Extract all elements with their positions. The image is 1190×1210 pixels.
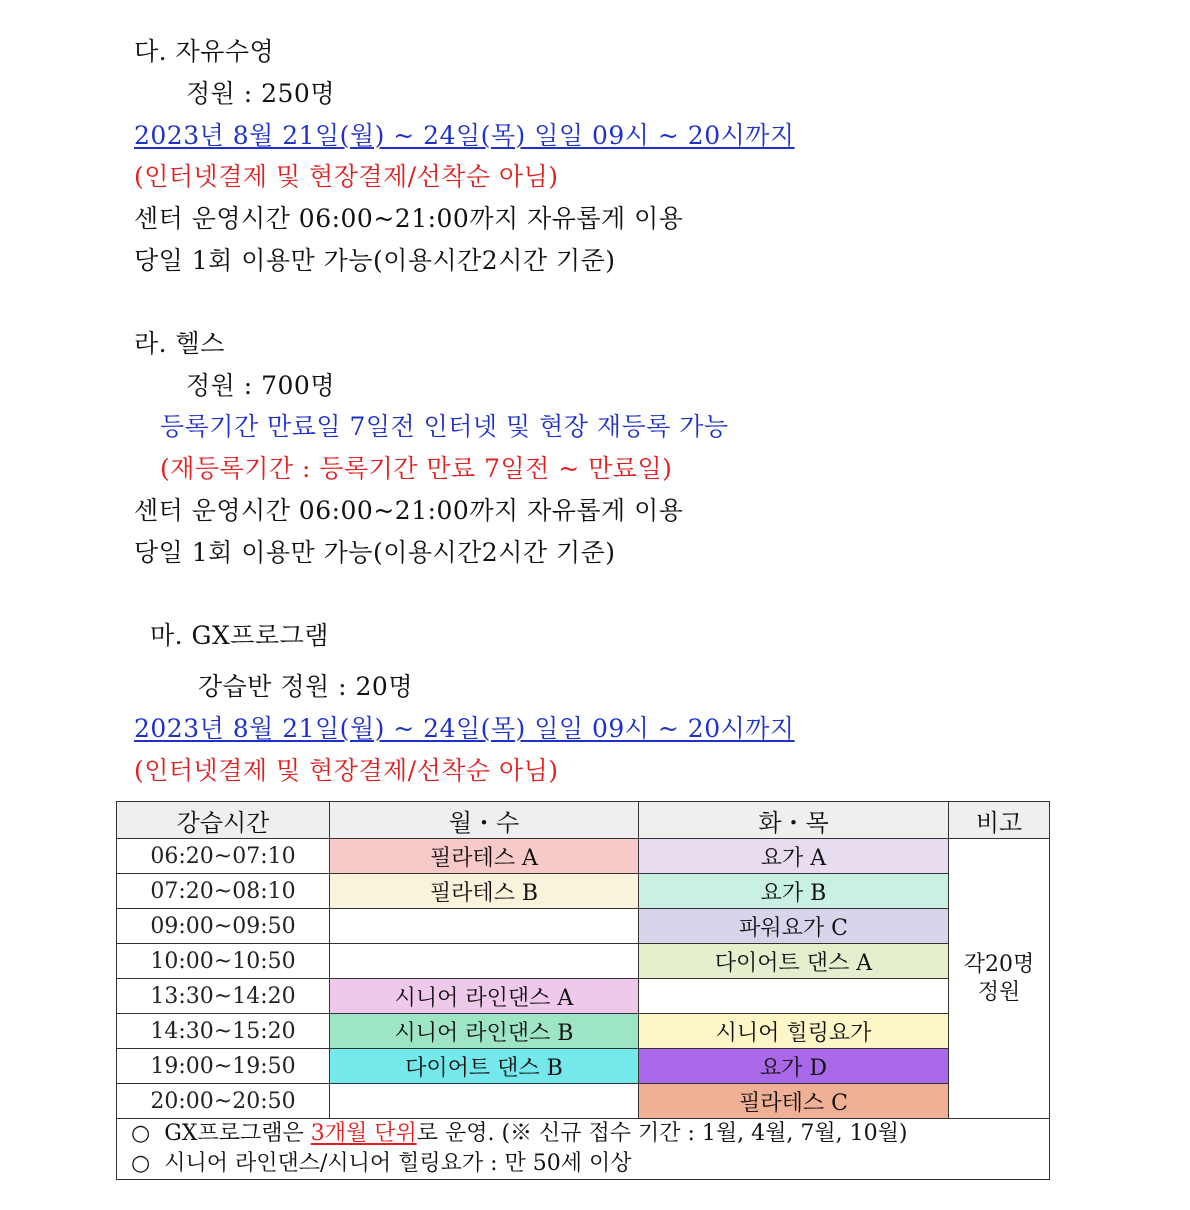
table-row — [117, 979, 1050, 1014]
footnote-line-1 — [131, 1119, 1049, 1149]
time-cell: 06:20~07:10 — [117, 839, 330, 874]
section-ma-payment-note: (인터넷결제 및 현장결제/선착순 아님) — [134, 756, 559, 785]
header-mon-wed: 월・수 — [330, 802, 639, 839]
section-da-payment-note: (인터넷결제 및 현장결제/선착순 아님) — [134, 162, 559, 191]
section-ra-heading: 라. 헬스 — [134, 329, 225, 358]
mon-wed-cell — [330, 944, 639, 979]
section-da-usage: 당일 1회 이용만 가능(이용시간2시간 기준) — [134, 246, 616, 275]
footnote-1-prefix: GX프로그램은 — [164, 1121, 311, 1146]
section-da-hours: 센터 운영시간 06:00~21:00까지 자유롭게 이용 — [134, 204, 684, 233]
capacity-note-line1: 각20명 — [963, 951, 1035, 977]
footnote-2-text: 시니어 라인댄스/시니어 힐링요가 : 만 50세 이상 — [164, 1151, 632, 1176]
footnote-1-suffix: 로 운영. (※ 신규 접수 기간 : 1월, 4월, 7월, 10월) — [416, 1121, 908, 1146]
section-ra-usage: 당일 1회 이용만 가능(이용시간2시간 기준) — [134, 538, 616, 567]
bullet-icon: ○ — [131, 1121, 151, 1146]
tue-thu-cell: 필라테스 C — [639, 1084, 949, 1119]
section-ma-period: 2023년 8월 21일(월) ~ 24일(목) 일일 09시 ~ 20시까지 — [134, 714, 795, 743]
header-time: 강습시간 — [117, 802, 330, 839]
table-row — [117, 1014, 1050, 1049]
section-ra-hours: 센터 운영시간 06:00~21:00까지 자유롭게 이용 — [134, 496, 684, 525]
time-cell: 13:30~14:20 — [117, 979, 330, 1014]
section-da-capacity: 정원 : 250명 — [186, 79, 335, 108]
section-da-period: 2023년 8월 21일(월) ~ 24일(목) 일일 09시 ~ 20시까지 — [134, 121, 795, 150]
capacity-note-line2: 정원 — [977, 979, 1021, 1005]
tue-thu-cell: 다이어트 댄스 A — [639, 944, 949, 979]
tue-thu-cell: 요가 B — [639, 874, 949, 909]
time-cell: 09:00~09:50 — [117, 909, 330, 944]
time-cell: 19:00~19:50 — [117, 1049, 330, 1084]
table-row — [117, 1049, 1050, 1084]
mon-wed-cell: 시니어 라인댄스 B — [330, 1014, 639, 1049]
section-ra-renewal-period: (재등록기간 : 등록기간 만료 7일전 ~ 만료일) — [160, 454, 673, 483]
mon-wed-cell — [330, 1084, 639, 1119]
table-row — [117, 944, 1050, 979]
table-row — [117, 839, 1050, 874]
section-ma-heading: 마. GX프로그램 — [150, 621, 329, 650]
time-cell: 10:00~10:50 — [117, 944, 330, 979]
capacity-note-cell — [949, 839, 1050, 1119]
footnote-cell — [117, 1119, 1050, 1180]
mon-wed-cell: 필라테스 B — [330, 874, 639, 909]
table-row — [117, 909, 1050, 944]
time-cell: 07:20~08:10 — [117, 874, 330, 909]
section-ma-capacity: 강습반 정원 : 20명 — [198, 672, 413, 701]
bullet-icon: ○ — [131, 1151, 151, 1176]
table-row — [117, 874, 1050, 909]
gx-schedule-table — [116, 801, 1050, 1180]
footnote-line-2 — [131, 1149, 1049, 1179]
footnote-row — [117, 1119, 1050, 1180]
table-header-row — [117, 802, 1050, 839]
time-cell: 14:30~15:20 — [117, 1014, 330, 1049]
tue-thu-cell: 시니어 힐링요가 — [639, 1014, 949, 1049]
header-note: 비고 — [949, 802, 1050, 839]
tue-thu-cell: 요가 D — [639, 1049, 949, 1084]
time-cell: 20:00~20:50 — [117, 1084, 330, 1119]
section-da-heading: 다. 자유수영 — [134, 37, 275, 66]
section-ra-capacity: 정원 : 700명 — [186, 371, 335, 400]
header-tue-thu: 화・목 — [639, 802, 949, 839]
tue-thu-cell: 요가 A — [639, 839, 949, 874]
footnote-1-highlight: 3개월 단위 — [310, 1121, 417, 1146]
section-ra-renewal: 등록기간 만료일 7일전 인터넷 및 현장 재등록 가능 — [160, 412, 729, 441]
mon-wed-cell: 다이어트 댄스 B — [330, 1049, 639, 1084]
mon-wed-cell: 시니어 라인댄스 A — [330, 979, 639, 1014]
mon-wed-cell — [330, 909, 639, 944]
tue-thu-cell — [639, 979, 949, 1014]
tue-thu-cell: 파워요가 C — [639, 909, 949, 944]
mon-wed-cell: 필라테스 A — [330, 839, 639, 874]
table-row — [117, 1084, 1050, 1119]
